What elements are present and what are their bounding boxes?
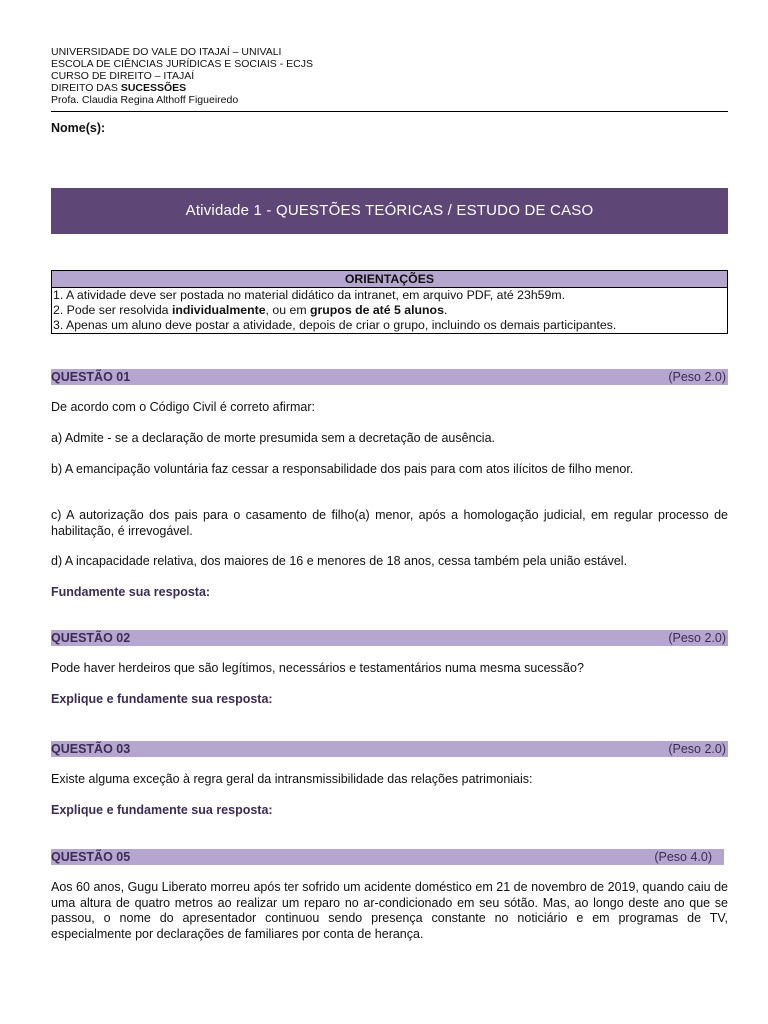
instruction-2-d: grupos de até 5 alunos	[309, 303, 444, 317]
header-school: ESCOLA DE CIÊNCIAS JURÍDICAS E SOCIAIS - ECJS	[51, 58, 313, 70]
question-05-header	[51, 849, 724, 865]
question-03-header	[51, 741, 728, 757]
question-01-intro: De acordo com o Código Civil é correto afirmar:	[51, 400, 315, 414]
question-05-title: QUESTÃO 05	[51, 850, 131, 864]
question-03-title: QUESTÃO 03	[51, 742, 131, 756]
header-discipline-bold: SUCESSÕES	[120, 82, 187, 94]
question-01-option-d: d) A incapacidade relativa, dos maiores de 16 e menores de 18 anos, cessa também pela união estável.	[51, 554, 628, 568]
question-05-text: Aos 60 anos, Gugu Liberato morreu após ter sofrido um acidente doméstico em 21 de novembro de 2019, quando caiu de uma altura de quatro metros ao realizar um reparo no ar-condicionado em seu sótão. Mas, ao longo deste ano que se passou, o nome do apresentador continuou sendo presença constante no noticiário e em programas de TV, especialmente por declarações de familiares por conta de herança.	[51, 880, 728, 941]
question-01-title: QUESTÃO 01	[51, 370, 131, 384]
instruction-item-3: 3. Apenas um aluno deve postar a atividade, depois de criar o grupo, incluindo os demais participantes.	[53, 318, 617, 332]
question-03-weight: (Peso 2.0)	[668, 742, 726, 756]
question-03-text: Existe alguma exceção à regra geral da intransmissibilidade das relações patrimoniais:	[51, 772, 533, 786]
question-01-option-b: b) A emancipação voluntária faz cessar a responsabilidade dos pais para com atos ilícitos de filho menor.	[51, 462, 634, 476]
question-02-instruction: Explique e fundamente sua resposta:	[51, 692, 273, 706]
activity-title-banner: Atividade 1 - QUESTÕES TEÓRICAS / ESTUDO DE CASO	[51, 188, 728, 234]
instruction-2-c: , ou em	[265, 303, 310, 317]
question-02-weight: (Peso 2.0)	[668, 631, 726, 645]
question-03-instruction: Explique e fundamente sua resposta:	[51, 803, 273, 817]
question-01-option-a: a) Admite - se a declaração de morte presumida sem a decretação de ausência.	[51, 431, 495, 445]
instruction-2-b: individualmente	[171, 303, 266, 317]
instruction-2-e: .	[443, 303, 448, 317]
instructions-title: ORIENTAÇÕES	[52, 271, 727, 288]
question-01-instruction: Fundamente sua resposta:	[51, 585, 211, 599]
instructions-box	[51, 270, 728, 334]
names-label: Nome(s):	[51, 121, 106, 135]
instruction-item-2	[52, 303, 727, 318]
question-01-header	[51, 369, 728, 385]
question-01-option-c: c) A autorização dos pais para o casamento de filho(a) menor, após a homologação judicial, em regular processo de habilitação, é irrevogável.	[51, 508, 728, 538]
question-02-title: QUESTÃO 02	[51, 631, 131, 645]
instruction-2-a: 2. Pode ser resolvida	[53, 303, 172, 317]
header-divider	[51, 111, 728, 112]
header-university: UNIVERSIDADE DO VALE DO ITAJAÍ – UNIVALI	[51, 46, 282, 58]
header-professor: Profa. Claudia Regina Althoff Figueiredo	[51, 94, 239, 106]
question-01-weight: (Peso 2.0)	[668, 370, 726, 384]
header-course: CURSO DE DIREITO – ITAJAÍ	[51, 70, 195, 82]
question-05-weight: (Peso 4.0)	[654, 850, 712, 864]
question-02-header	[51, 630, 728, 646]
instruction-item-1: 1. A atividade deve ser postada no material didático da intranet, em arquivo PDF, até 23h59m.	[53, 288, 565, 302]
header-discipline-prefix: DIREITO DAS	[51, 82, 121, 94]
document-header	[51, 46, 728, 106]
question-02-text: Pode haver herdeiros que são legítimos, necessários e testamentários numa mesma sucessão?	[51, 661, 584, 675]
header-discipline	[51, 82, 728, 94]
